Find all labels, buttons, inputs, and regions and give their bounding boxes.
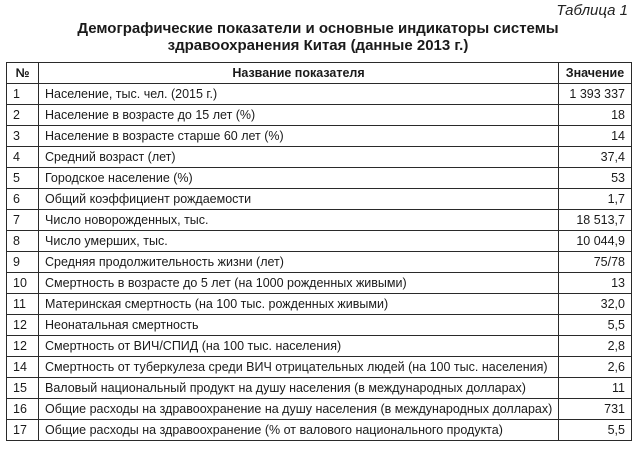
row-number: 2 [7, 105, 39, 126]
table-row [7, 84, 632, 105]
row-number: 16 [7, 399, 39, 420]
indicator-name: Средний возраст (лет) [39, 147, 559, 168]
table-row [7, 210, 632, 231]
indicator-name: Валовый национальный продукт на душу населения (в международных долларах) [39, 378, 559, 399]
indicator-value: 1 393 337 [559, 84, 632, 105]
row-number: 9 [7, 252, 39, 273]
row-number: 3 [7, 126, 39, 147]
row-number: 17 [7, 420, 39, 441]
indicator-value: 14 [559, 126, 632, 147]
table-row [7, 420, 632, 441]
header-num: № [7, 63, 39, 84]
indicator-name: Общий коэффициент рождаемости [39, 189, 559, 210]
indicator-name: Население в возрасте старше 60 лет (%) [39, 126, 559, 147]
table-row [7, 399, 632, 420]
indicator-value: 5,5 [559, 315, 632, 336]
table-row [7, 294, 632, 315]
indicator-value: 53 [559, 168, 632, 189]
title-line-2: здравоохранения Китая (данные 2013 г.) [167, 37, 469, 54]
table-row [7, 252, 632, 273]
row-number: 5 [7, 168, 39, 189]
title-line-1: Демографические показатели и основные индикаторы системы [77, 20, 559, 37]
indicators-table [6, 62, 632, 441]
table-label: Таблица 1 [556, 2, 628, 19]
indicator-name: Общие расходы на здравоохранение (% от валового национального продукта) [39, 420, 559, 441]
indicator-value: 10 044,9 [559, 231, 632, 252]
indicator-name: Население, тыс. чел. (2015 г.) [39, 84, 559, 105]
table-row [7, 357, 632, 378]
table-row [7, 231, 632, 252]
table-body [7, 84, 632, 441]
table-header-row [7, 63, 632, 84]
indicator-value: 1,7 [559, 189, 632, 210]
row-number: 14 [7, 357, 39, 378]
indicator-value: 18 [559, 105, 632, 126]
header-value: Значение [559, 63, 632, 84]
table-row [7, 189, 632, 210]
indicator-name: Число новорожденных, тыс. [39, 210, 559, 231]
row-number: 11 [7, 294, 39, 315]
table-row [7, 336, 632, 357]
indicator-value: 75/78 [559, 252, 632, 273]
indicator-name: Общие расходы на здравоохранение на душу населения (в международных долларах) [39, 399, 559, 420]
row-number: 12 [7, 315, 39, 336]
indicator-value: 731 [559, 399, 632, 420]
table-title [0, 20, 636, 54]
row-number: 7 [7, 210, 39, 231]
table-row [7, 273, 632, 294]
row-number: 8 [7, 231, 39, 252]
indicator-name: Городское население (%) [39, 168, 559, 189]
indicator-value: 13 [559, 273, 632, 294]
indicator-name: Население в возрасте до 15 лет (%) [39, 105, 559, 126]
table-row [7, 378, 632, 399]
indicator-value: 18 513,7 [559, 210, 632, 231]
row-number: 4 [7, 147, 39, 168]
indicator-name: Смертность в возрасте до 5 лет (на 1000 рожденных живыми) [39, 273, 559, 294]
indicator-name: Число умерших, тыс. [39, 231, 559, 252]
indicator-value: 2,6 [559, 357, 632, 378]
indicator-name: Неонатальная смертность [39, 315, 559, 336]
indicator-value: 2,8 [559, 336, 632, 357]
indicator-name: Смертность от туберкулеза среди ВИЧ отрицательных людей (на 100 тыс. населения) [39, 357, 559, 378]
header-name: Название показателя [39, 63, 559, 84]
indicator-name: Смертность от ВИЧ/СПИД (на 100 тыс. населения) [39, 336, 559, 357]
indicator-name: Средняя продолжительность жизни (лет) [39, 252, 559, 273]
row-number: 1 [7, 84, 39, 105]
table-row [7, 105, 632, 126]
indicator-value: 11 [559, 378, 632, 399]
table-row [7, 315, 632, 336]
indicator-value: 37,4 [559, 147, 632, 168]
row-number: 12 [7, 336, 39, 357]
indicator-name: Материнская смертность (на 100 тыс. рожденных живыми) [39, 294, 559, 315]
table-row [7, 168, 632, 189]
indicator-value: 32,0 [559, 294, 632, 315]
table-row [7, 147, 632, 168]
indicator-value: 5,5 [559, 420, 632, 441]
table-row [7, 126, 632, 147]
row-number: 6 [7, 189, 39, 210]
row-number: 15 [7, 378, 39, 399]
row-number: 10 [7, 273, 39, 294]
